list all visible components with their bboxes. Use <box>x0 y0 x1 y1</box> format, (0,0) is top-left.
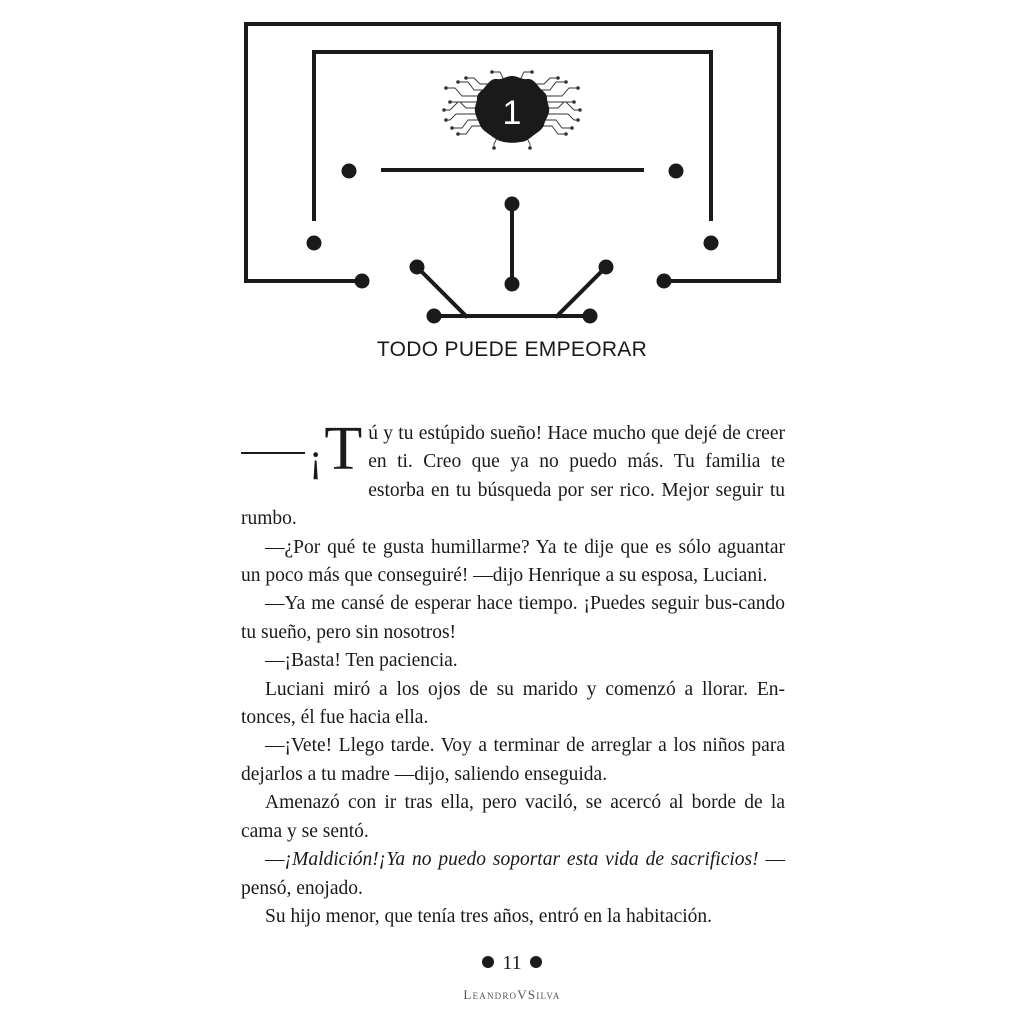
left-branch-line <box>417 267 466 316</box>
node-dot <box>355 274 370 289</box>
paragraph: —Ya me cansé de esperar hace tiempo. ¡Puedes seguir bus-cando tu sueño, pero sin nosotros! <box>241 593 785 643</box>
drop-cap-dash <box>241 452 305 454</box>
chapter-body <box>241 415 786 931</box>
bullet-icon <box>530 956 542 968</box>
dialogue-dash: — <box>265 849 285 871</box>
node-dot <box>599 260 614 275</box>
node-dot <box>410 260 425 275</box>
node-dot <box>669 164 684 179</box>
paragraph: Su hijo menor, que tenía tres años, entró en la habitación. <box>265 905 713 927</box>
author-name: LeandroVSilva <box>463 987 561 1002</box>
node-dot <box>704 236 719 251</box>
chapter-title: TODO PUEDE EMPEORAR <box>376 338 648 361</box>
paragraph: —¿Por qué te gusta humillarme? Ya te dije que es sólo aguantar un poco más que conseguiré! —dijo Henrique a su esposa, Luciani. <box>241 536 785 587</box>
node-dot <box>342 164 357 179</box>
paragraph: —¡Basta! Ten paciencia. <box>265 650 458 672</box>
italic-thought: ¡Maldición!¡Ya no puedo soportar esta vida de sacrificios! <box>284 849 759 871</box>
chapter-number: 1 <box>502 94 522 132</box>
node-dot <box>505 277 520 292</box>
node-dot <box>583 309 598 324</box>
paragraph-text: —pensó, enojado. <box>241 849 786 899</box>
paragraph: Amenazó con ir tras ella, pero vaciló, se acercó al borde de la cama y se sentó. <box>241 792 785 842</box>
node-dot <box>505 197 520 212</box>
node-dot <box>307 236 322 251</box>
page-number-footer <box>0 952 1024 975</box>
drop-cap-letter: T <box>324 415 363 483</box>
paragraph: —¡Vete! Llego tarde. Voy a terminar de arreglar a los niños para dejarlos a tu madre —dijo, saliendo enseguida. <box>241 735 785 785</box>
drop-cap-exclamation: ¡ <box>309 435 323 480</box>
paragraph: Luciani miró a los ojos de su marido y comenzó a llorar. En-tonces, él fue hacia ella. <box>241 678 785 729</box>
node-dot <box>427 309 442 324</box>
paragraph-text: ú y tu estúpido sueño! Hace mucho que dejé de creer en ti. Creo que ya no puedo más. Tu familia te estorba en tu búsqueda por ser rico. Mejor seguir tu rumbo. <box>241 423 785 530</box>
right-branch-line <box>557 267 606 316</box>
page-number: 11 <box>502 952 522 974</box>
chapter-header-circuit-art <box>0 0 1024 340</box>
paragraph <box>241 846 785 903</box>
drop-cap <box>241 415 363 483</box>
node-dot <box>657 274 672 289</box>
bullet-icon <box>482 956 494 968</box>
paragraph <box>241 415 785 534</box>
